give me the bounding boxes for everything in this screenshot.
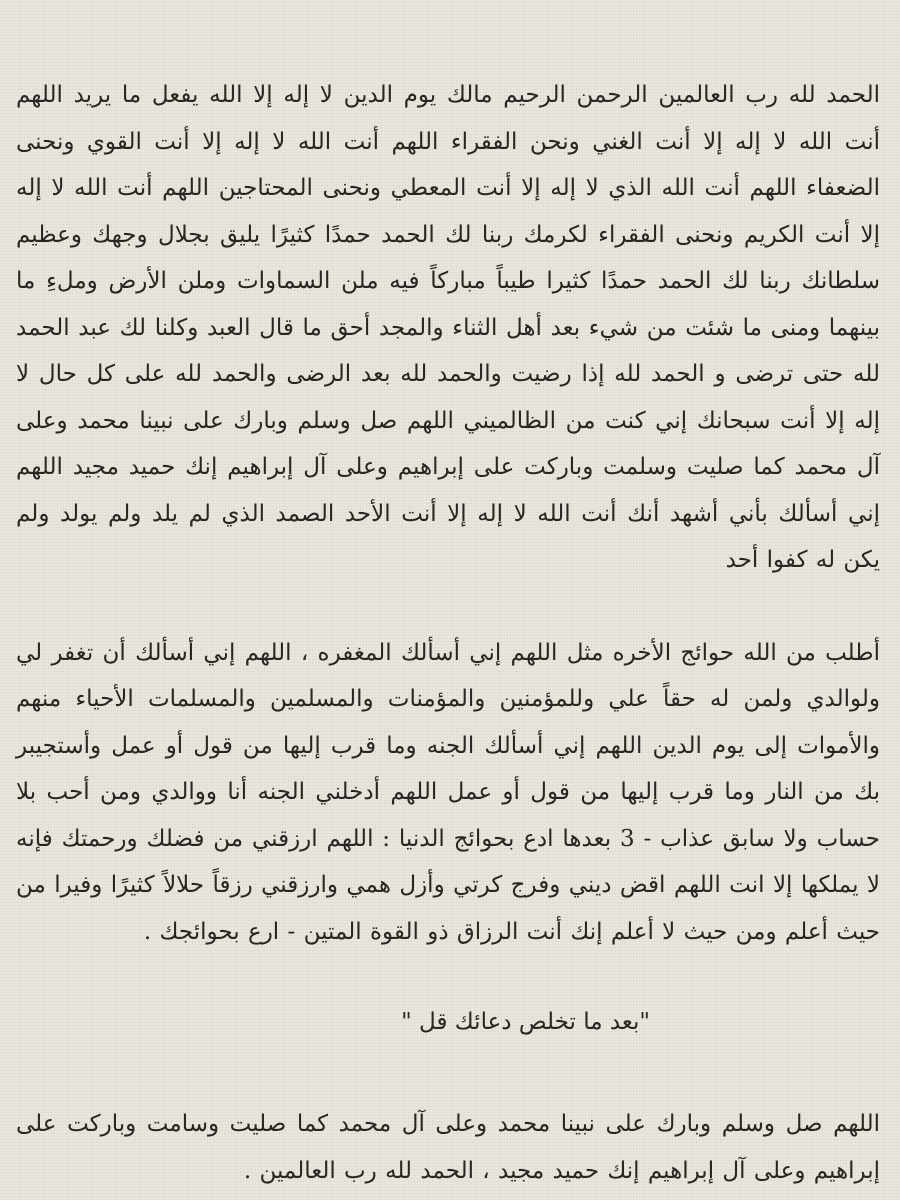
paragraph-spacer — [16, 955, 880, 999]
paragraph-spacer — [16, 584, 880, 630]
closing-salawat-paragraph: اللهم صل وسلم وبارك على نبينا محمد وعلى آل محمد كما صليت وسامت وباركت على إبراهيم وعلى آل إبراهيم إنك حميد مجيد ، الحمد لله رب العالمين . — [16, 1111, 880, 1184]
requests-paragraph: أطلب من الله حوائج الأخره مثل اللهم إني أسألك المغفره ، اللهم إني أسألك أن تغفر لي ولوالدي ولمن له حقاً علي وللمؤمنين والمؤمنات والمسلمين والمسلمات الأحياء منهم والأموات إلى يوم الدين اللهم إني أسألك الجنه وما قرب إليها من قول أو عمل وأستجيبر بك من النار وما قرب إليها من قول أو عمل اللهم أدخلني الجنه أنا ووالدي ومن أحب بلا حساب ولا سابق عذاب - 3 بعدها ادع بحوائج الدنيا : اللهم ارزقني من فضلك ورحمتك فإنه لا يملكها إلا انت اللهم اقض ديني وفرج كرتي وأزل همي وارزقني رزقاً حلالاً كثيرًا وفيرا من حيث أعلم ومن حيث لا أعلم إنك أنت الرزاق ذو القوة المتين - ارع بحوائجك . — [16, 639, 880, 945]
closing-instruction-line: "بعد ما تخلص دعائك قل " — [401, 1009, 650, 1035]
opening-praise-paragraph: الحمد لله رب العالمين الرحمن الرحيم مالك يوم الدين لا إله إلا الله يفعل ما يريد اللهم أنت الله لا إله إلا أنت الغني ونحن الفقراء اللهم أنت الله لا إله إلا أنت القوي ونحنى الضعفاء اللهم أنت الله الذي لا إله إلا أنت المعطي ونحنى المحتاجين اللهم أنت الله لا إله إلا أنت الكريم ونحنى الفقراء لكرمك ربنا لك الحمد حمدًا كثيرًا يليق بجلال وجهك وعظيم سلطانك ربنا لك الحمد حمدًا كثيرا طيباً مباركاً فيه ملن السماوات وملن الأرض وملءِ ما بينهما ومنى ما شئت من شيء بعد أهل الثناء والمجد أحق ما قال العبد وكلنا لك عبد الحمد لله حتى ترضى و الحمد لله إذا رضيت والحمد لله بعد الرضى والحمد لله على كل حال لا إله إلا أنت سبحانك إني كنت من الظالميني اللهم صل وسلم وبارك على نبينا محمد وعلى آل محمد كما صليت وسلمت وباركت على إبراهيم وعلى آل إبراهيم إنك حميد مجيد اللهم إني أسألك بأني أشهد أنك أنت الله لا إله إلا أنت الأحد الصمد الذي لم يلد ولم يولد ولم يكن له كفوا أحد — [16, 82, 880, 573]
paragraph-spacer — [16, 1045, 880, 1101]
